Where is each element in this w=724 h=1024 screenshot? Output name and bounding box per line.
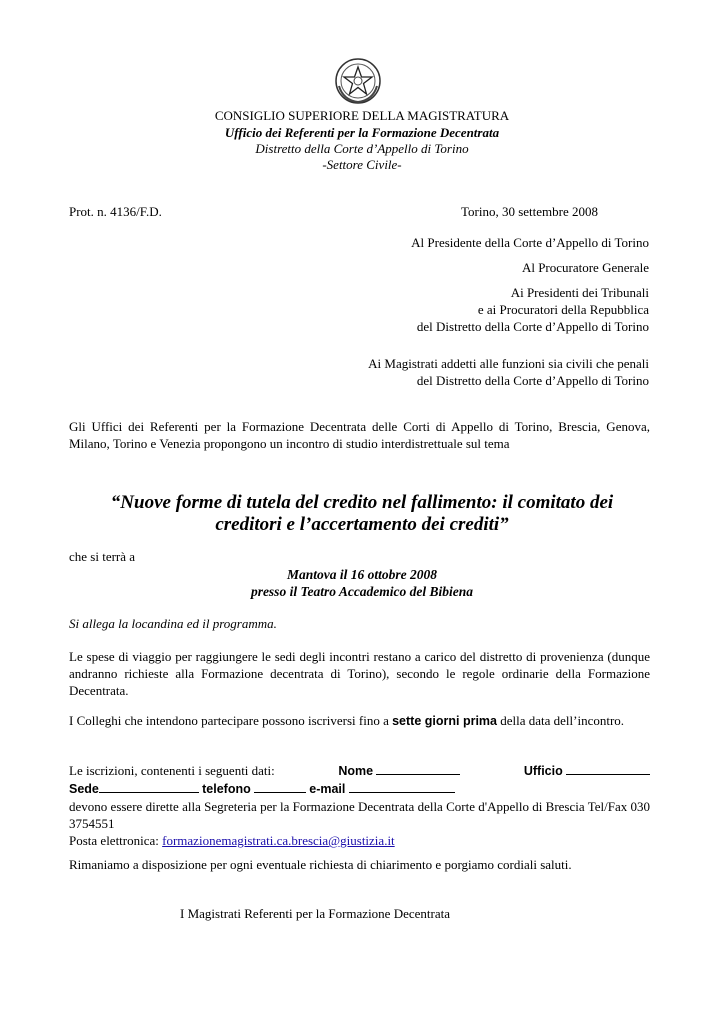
deadline-paragraph [69,712,650,730]
field-telefono-label: telefono [202,782,251,796]
registration-line-1 [69,762,650,780]
recipient-3-line-1: Ai Presidenti dei Tribunali [510,285,649,300]
recipient-4-line-1: Ai Magistrati addetti alle funzioni sia civili che penali [368,356,649,371]
email-link[interactable]: formazionemagistrati.ca.brescia@giustizia.it [162,833,395,848]
letter-date: Torino, 30 settembre 2008 [460,204,598,219]
event-venue: presso il Teatro Accademico del Bibiena [250,584,474,599]
event-lead: che si terrà a [69,549,136,564]
deadline-pre: I Colleghi che intendono partecipare possono iscriversi fino a [69,713,389,728]
recipient-3-line-2: e ai Procuratori della Repubblica [477,302,649,317]
event-location [0,566,724,600]
recipient-3 [417,284,649,335]
attachment-note: Si allega la locandina ed il programma. [69,616,277,631]
event-title-line-1: “Nuove forme di tutela del credito nel fallimento: il comitato dei [110,492,614,513]
recipient-3-line-3: del Distretto della Corte d’Appello di Torino [416,319,649,334]
recipient-2: Al Procuratore Generale [521,260,649,275]
intro-paragraph: Gli Uffici dei Referenti per la Formazione Decentrata delle Corti di Appello di Torino, Brescia, Genova, Milano, Torino e Venezia propongono un incontro di studio interdistrettuale sul tema [69,419,650,451]
registration-paragraph [69,762,650,849]
field-email-blank [349,781,455,793]
event-title-line-2: creditori e l’accertamento dei crediti” [215,514,509,535]
field-email-label: e-mail [309,782,346,796]
field-ufficio-label: Ufficio [523,764,563,778]
signature: I Magistrati Referenti per la Formazione Decentrata [180,906,450,921]
recipient-4-line-2: del Distretto della Corte d’Appello di Torino [416,373,649,388]
field-nome-label: Nome [338,764,374,778]
expenses-paragraph: Le spese di viaggio per raggiungere le sedi degli incontri restano a carico del distretto di provenienza (dunque andranno richieste alla Formazione decentrata di Torino), secondo le regole ordinarie della Formazione Decentrata. [69,649,650,698]
deadline-post: della data dell’incontro. [500,713,625,728]
field-telefono-blank [254,781,306,793]
council-name: CONSIGLIO SUPERIORE DELLA MAGISTRATURA [214,108,510,123]
field-sede-label: Sede [69,782,99,796]
field-sede-blank [99,781,199,793]
email-line [69,832,650,849]
closing-paragraph: Rimaniamo a disposizione per ogni eventuale richiesta di chiarimento e porgiamo cordiali saluti. [69,857,572,872]
event-title [0,492,724,536]
recipient-4 [368,355,649,389]
italian-republic-emblem-icon [333,56,383,106]
event-place-date: Mantova il 16 ottobre 2008 [286,567,437,582]
registration-send: devono essere dirette alla Segreteria per la Formazione Decentrata della Corte d'Appello di Brescia Tel/Fax 030 3754551 [69,799,650,831]
field-ufficio-blank [566,763,650,775]
office-name: Ufficio dei Referenti per la Formazione Decentrata [224,125,500,140]
registration-line-2 [69,780,650,798]
registration-pre: Le iscrizioni, contenenti i seguenti dati: [69,763,275,778]
email-label: Posta elettronica: [69,833,159,848]
field-nome-blank [376,763,460,775]
deadline-bold: sette giorni prima [392,714,497,728]
recipient-1: Al Presidente della Corte d’Appello di Torino [411,235,649,250]
district-name: Distretto della Corte d’Appello di Torino [255,141,469,156]
sector-name: -Settore Civile- [322,157,402,172]
protocol-number: Prot. n. 4136/F.D. [69,204,162,219]
